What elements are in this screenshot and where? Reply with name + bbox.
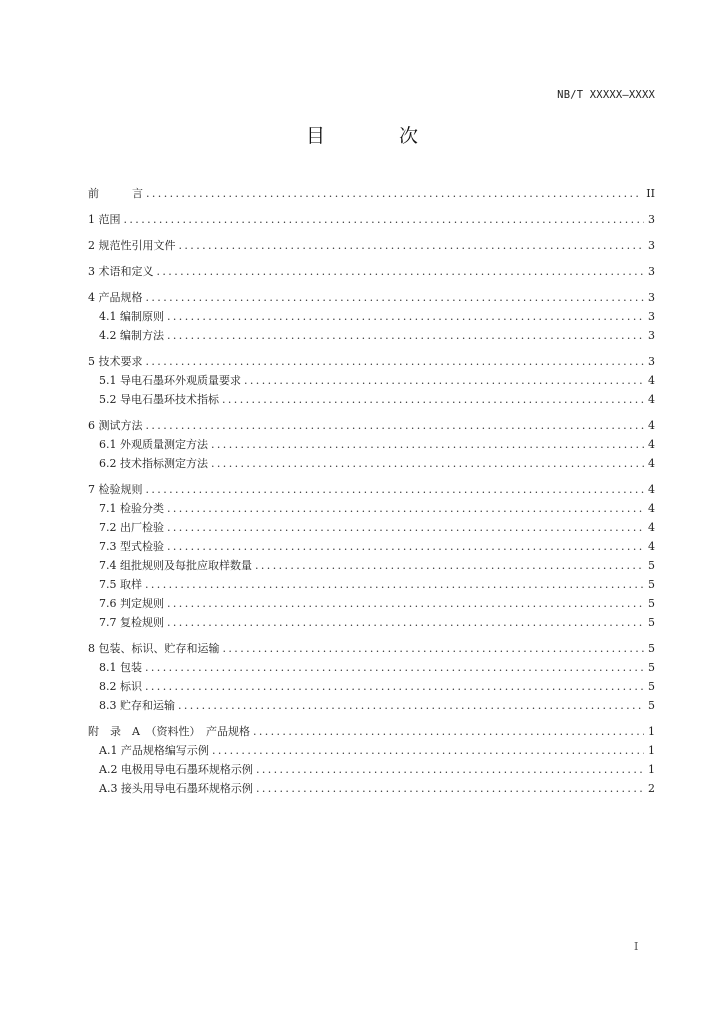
- toc-entry-4[interactable]: 4 产品规格 ..... 3: [88, 288, 655, 307]
- toc-entry-7-6[interactable]: 7.6 判定规则 ..... 5: [88, 594, 655, 613]
- leader-dots: [211, 454, 644, 473]
- leader-dots: [178, 696, 644, 715]
- leader-dots: [167, 499, 644, 518]
- standard-code: NB/T XXXXX—XXXX: [557, 89, 655, 101]
- leader-dots: [179, 236, 645, 255]
- toc-entry-5[interactable]: 5 技术要求 ..... 3: [88, 352, 655, 371]
- leader-dots: [167, 518, 644, 537]
- toc-entry-7-3[interactable]: 7.3 型式检验 ..... 4: [88, 537, 655, 556]
- leader-dots: [244, 371, 644, 390]
- toc-entry-foreword[interactable]: 前 言 ..... II: [88, 184, 655, 203]
- toc-entry-5-1[interactable]: 5.1 导电石墨环外观质量要求 ..... 4: [88, 371, 655, 390]
- toc-entry-a-1[interactable]: A.1 产品规格编写示例 ..... 1: [88, 741, 655, 760]
- leader-dots: [223, 639, 645, 658]
- leader-dots: [146, 416, 645, 435]
- toc-entry-8-1[interactable]: 8.1 包装 ..... 5: [88, 658, 655, 677]
- leader-dots: [145, 677, 644, 696]
- toc-entry-7[interactable]: 7 检验规则 ..... 4: [88, 480, 655, 499]
- toc-entry-7-4[interactable]: 7.4 组批规则及每批应取样数量 ..... 5: [88, 556, 655, 575]
- toc-entry-8-2[interactable]: 8.2 标识 ..... 5: [88, 677, 655, 696]
- leader-dots: [167, 613, 644, 632]
- leader-dots: [212, 741, 644, 760]
- toc-entry-1[interactable]: 1 范围 ..... 3: [88, 210, 655, 229]
- toc-entry-4-1[interactable]: 4.1 编制原则 ..... 3: [88, 307, 655, 326]
- toc-entry-4-2[interactable]: 4.2 编制方法 ..... 3: [88, 326, 655, 345]
- toc-entry-6[interactable]: 6 测试方法 ..... 4: [88, 416, 655, 435]
- leader-dots: [146, 480, 645, 499]
- leader-dots: [145, 575, 644, 594]
- leader-dots: [146, 288, 645, 307]
- toc-entry-6-1[interactable]: 6.1 外观质量测定方法 ..... 4: [88, 435, 655, 454]
- leader-dots: [146, 352, 645, 371]
- footer-page-number: I: [634, 940, 639, 953]
- leader-dots: [256, 760, 644, 779]
- toc-entry-7-7[interactable]: 7.7 复检规则 ..... 5: [88, 613, 655, 632]
- toc-entry-a-2[interactable]: A.2 电极用导电石墨环规格示例 ..... 1: [88, 760, 655, 779]
- leader-dots: [167, 537, 644, 556]
- leader-dots: [256, 779, 644, 798]
- leader-dots: [167, 594, 644, 613]
- leader-dots: [146, 184, 642, 203]
- page-title: 目 次: [305, 125, 453, 147]
- table-of-contents: [88, 184, 655, 798]
- toc-entry-8[interactable]: 8 包装、标识、贮存和运输 ..... 5: [88, 639, 655, 658]
- toc-entry-appendix-a[interactable]: 附 录 A （资料性） 产品规格 ..... 1: [88, 722, 655, 741]
- toc-entry-7-1[interactable]: 7.1 检验分类 ..... 4: [88, 499, 655, 518]
- leader-dots: [145, 658, 644, 677]
- toc-entry-6-2[interactable]: 6.2 技术指标测定方法 ..... 4: [88, 454, 655, 473]
- toc-entry-7-5[interactable]: 7.5 取样 ..... 5: [88, 575, 655, 594]
- leader-dots: [167, 307, 644, 326]
- leader-dots: [222, 390, 644, 409]
- toc-entry-5-2[interactable]: 5.2 导电石墨环技术指标 ..... 4: [88, 390, 655, 409]
- toc-entry-2[interactable]: 2 规范性引用文件 ..... 3: [88, 236, 655, 255]
- leader-dots: [253, 722, 644, 741]
- leader-dots: [211, 435, 644, 454]
- leader-dots: [167, 326, 644, 345]
- toc-entry-8-3[interactable]: 8.3 贮存和运输 ..... 5: [88, 696, 655, 715]
- toc-entry-a-3[interactable]: A.3 接头用导电石墨环规格示例 ..... 2: [88, 779, 655, 798]
- toc-entry-3[interactable]: 3 术语和定义 ..... 3: [88, 262, 655, 281]
- toc-entry-7-2[interactable]: 7.2 出厂检验 ..... 4: [88, 518, 655, 537]
- leader-dots: [157, 262, 645, 281]
- leader-dots: [124, 210, 645, 229]
- leader-dots: [255, 556, 644, 575]
